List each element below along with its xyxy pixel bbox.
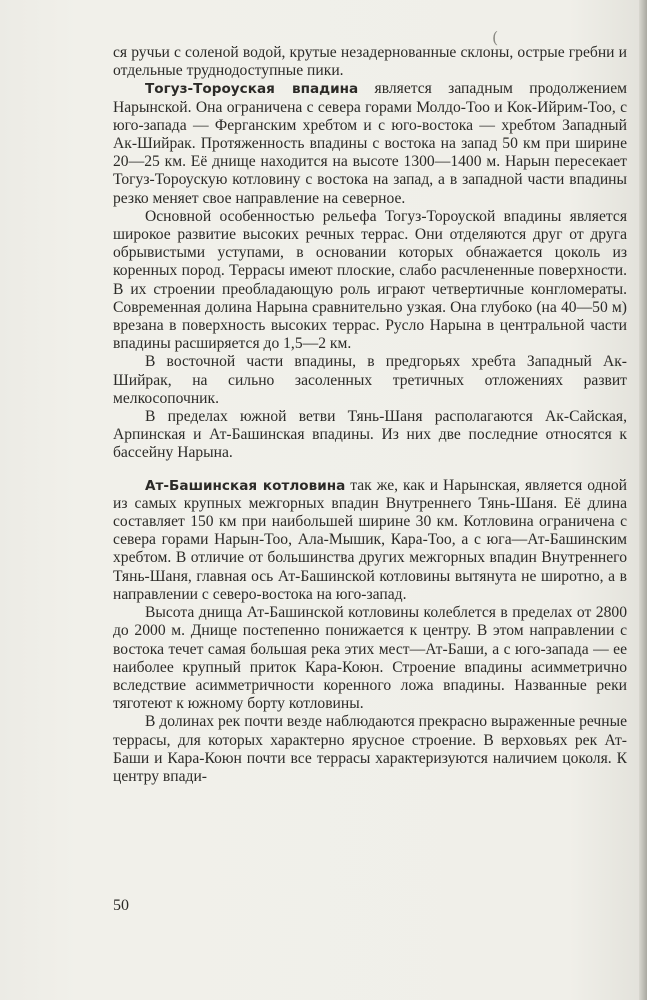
page-edge [639, 0, 647, 1000]
paragraph-8: В долинах рек почти везде наблюдаются прекрасно выраженные речные террасы, для которых характерно ярусное строение. В верховьях рек Ат-Баши и Кара-Коюн почти все террасы характеризуются наличием цоколя. К центру впади- [113, 713, 627, 785]
paragraph-4: В восточной части впадины, в предгорьях хребта Западный Ак-Шийрак, на сильно засоленных третичных отложениях развит мелкосопочник. [113, 353, 627, 407]
term-heading: Ат-Башинская котловина [145, 477, 346, 494]
paragraph-6: Ат-Башинская котловина так же, как и Нарынская, является одной из самых крупных межгорных впадин Внутреннего Тянь-Шаня. Её длина составляет 150 км при наибольшей ширине 30 км. Котловина ограничена с севера горами Нарын-Тоо, Ала-Мышик, Кара-Тоо, а с юга—Ат-Башинским хребтом. В отличие от большинства других межгорных впадин Внутреннего Тянь-Шаня, главная ось Ат-Башинской котловины вытянута не широтно, а в направлении с северо-востока на юго-запад. [113, 476, 627, 603]
body-text [113, 44, 627, 786]
paragraph-1: ся ручьи с соленой водой, крутые незадернованные склоны, острые гребни и отдельные труднодоступные пики. [113, 44, 627, 80]
margin-mark: ( [492, 28, 499, 47]
paragraph-5: В пределах южной ветви Тянь-Шаня располагаются Ак-Сайская, Арпинская и Ат-Башинская впадины. Из них две последние относятся к бассейну Нарына. [113, 408, 627, 462]
term-heading: Тогуз-Тороуская впадина [145, 81, 359, 98]
paragraph-3: Основной особенностью рельефа Тогуз-Тороуской впадины является широкое развитие высоких речных террас. Они отделяются друг от друга обрывистыми уступами, в основании которых обнажается цоколь из коренных пород. Террасы имеют плоские, слабо расчлененные поверхности. В их строении преобладающую роль играют четвертичные конгломераты. Современная долина Нарына сравнительно узкая. Она глубоко (на 40—50 м) врезана в поверхность высоких террас. Русло Нарына в центральной части впадины расширяется до 1,5—2 км. [113, 207, 627, 353]
page-number: 50 [113, 897, 129, 914]
paragraph-2: Тогуз-Тороуская впадина является западным продолжением Нарынской. Она ограничена с севера горами Молдо-Тоо и Кок-Ийрим-Тоо, с юго-запада — Ферганским хребтом и с юго-востока — хребтом Западный Ак-Шийрак. Протяженность впадины с востока на запад 50 км при ширине 20—25 км. Её днище находится на высоте 1300—1400 м. Нарын пересекает Тогуз-Тороускую котловину с востока на запад, а в западной части впадины резко меняет свое направление на северное. [113, 80, 627, 207]
paragraph-7: Высота днища Ат-Башинской котловины колеблется в пределах от 2800 до 2000 м. Днище постепенно понижается к центру. В этом направлении с востока течет самая большая река этих мест—Ат-Баши, а с юго-запада — ее наиболее крупный приток Кара-Коюн. Строение впадины асимметрично вследствие асимметричности коренного ложа впадины. Названные реки тяготеют к южному борту котловины. [113, 604, 627, 713]
